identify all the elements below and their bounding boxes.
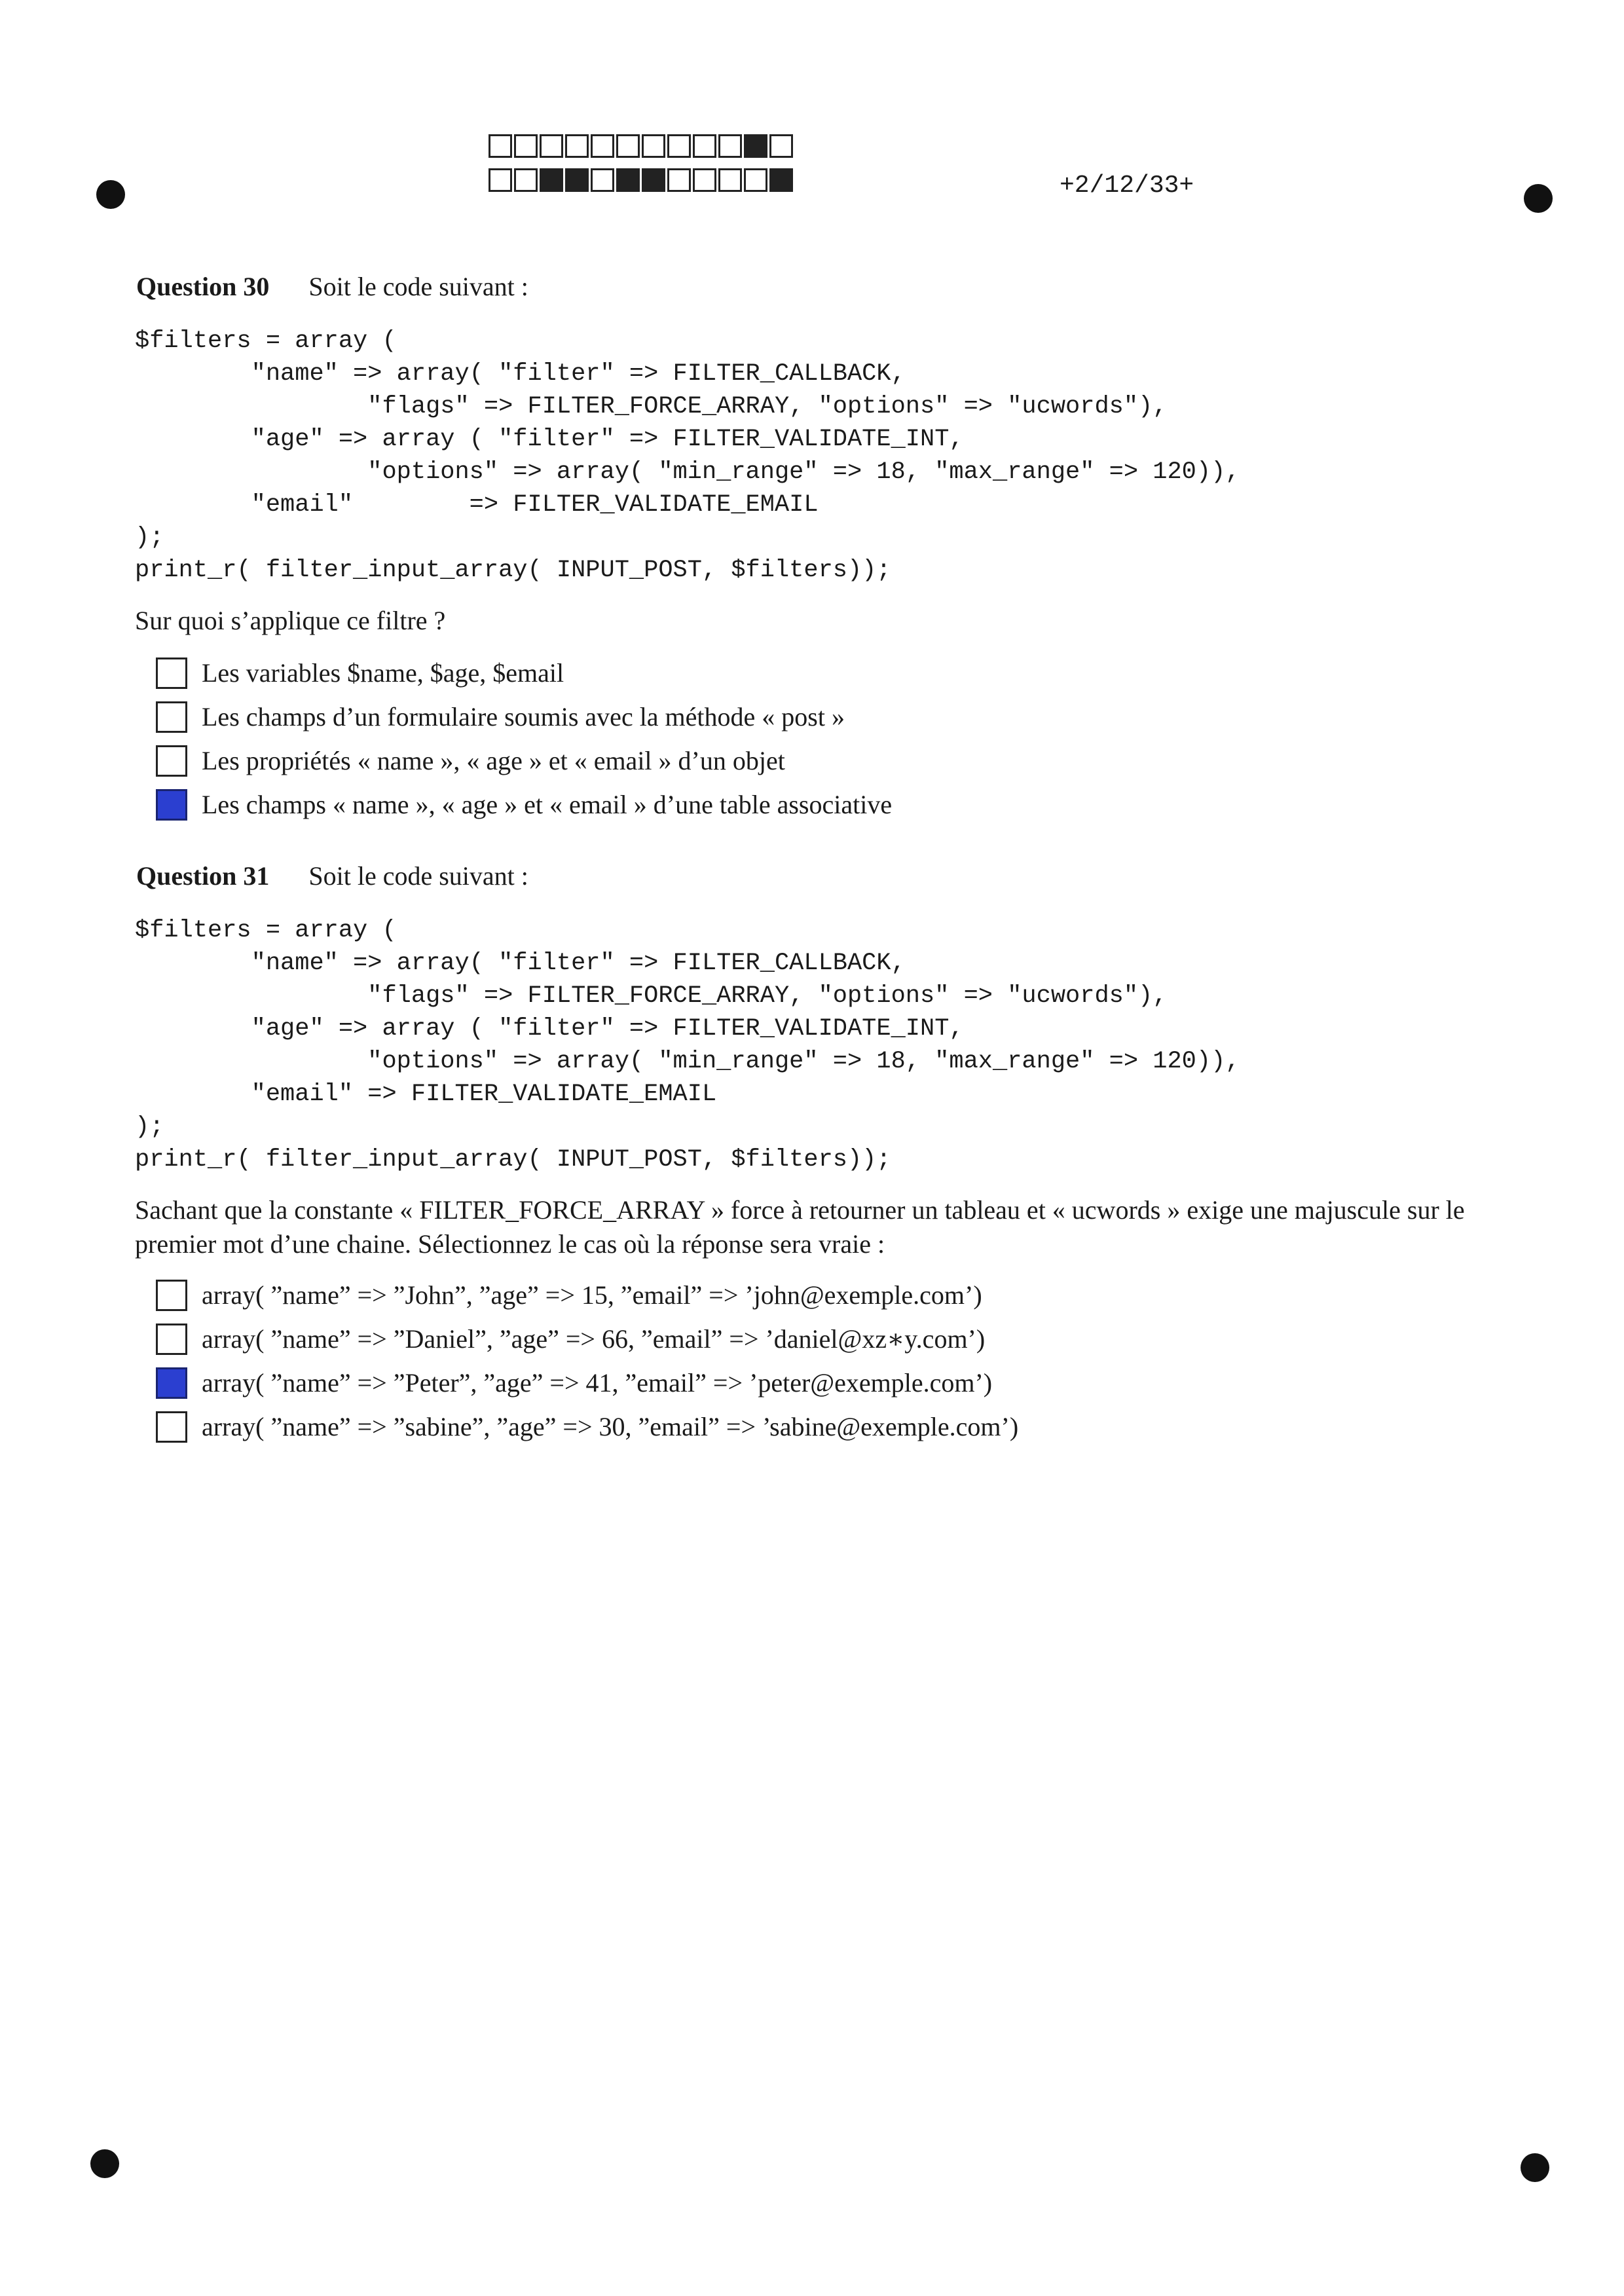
- barcode-row-top: [489, 134, 795, 158]
- answer-option[interactable]: [156, 651, 892, 695]
- barcode-row-bottom: [489, 168, 795, 192]
- answer-checkbox[interactable]: [156, 1324, 187, 1355]
- barcode-cell: [744, 134, 767, 158]
- answer-label: Les variables $name, $age, $email: [202, 658, 564, 688]
- registration-mark-bottom-left: [90, 2149, 119, 2178]
- answer-label: Les champs « name », « age » et « email » d’une table associative: [202, 790, 893, 819]
- barcode-cell: [565, 134, 589, 158]
- question-30-prompt: Sur quoi s’applique ce filtre ?: [135, 606, 446, 635]
- barcode-cell: [769, 168, 793, 192]
- registration-mark-bottom-right: [1521, 2153, 1549, 2182]
- answer-label: array( ”name” => ”John”, ”age” => 15, ”email” => ’john@exemple.com’): [202, 1280, 982, 1310]
- barcode-cell: [693, 134, 716, 158]
- barcode-cell: [667, 134, 691, 158]
- answer-checkbox[interactable]: [156, 657, 187, 689]
- barcode-cell: [540, 134, 563, 158]
- barcode-cell: [489, 168, 512, 192]
- answer-label: array( ”name” => ”Daniel”, ”age” => 66, ”email” => ’daniel@xz∗y.com’): [202, 1324, 986, 1354]
- answer-checkbox[interactable]: [156, 789, 187, 821]
- barcode-cell: [616, 134, 640, 158]
- answer-checkbox[interactable]: [156, 1367, 187, 1399]
- barcode-cell: [616, 168, 640, 192]
- page-id: +2/12/33+: [1060, 172, 1194, 200]
- answer-label: array( ”name” => ”Peter”, ”age” => 41, ”email” => ’peter@exemple.com’): [202, 1368, 993, 1398]
- answer-option[interactable]: [156, 1405, 1018, 1449]
- answer-checkbox[interactable]: [156, 745, 187, 777]
- question-number: Question 30: [136, 272, 270, 301]
- code-block-q30: $filters = array ( "name" => array( "filter" => FILTER_CALLBACK, "flags" => FILTER_FORCE_ARRAY, "options" => "ucwords"), "age" => array ( "filter" => FILTER_VALIDATE_INT, "options" => array( "min_range" => 18, "max_range" => 120)), "email" => FILTER_VALIDATE_EMAIL ); print_r( filter_input_array( INPUT_POST, $filters));: [135, 327, 1240, 584]
- answer-label: array( ”name” => ”sabine”, ”age” => 30, ”email” => ’sabine@exemple.com’): [202, 1412, 1019, 1441]
- registration-mark-top-right: [1524, 184, 1553, 213]
- barcode-cell: [693, 168, 716, 192]
- barcode-cell: [769, 134, 793, 158]
- barcode-cell: [591, 168, 614, 192]
- answer-checkbox[interactable]: [156, 1411, 187, 1443]
- barcode-cell: [591, 134, 614, 158]
- question-31-prompt: Sachant que la constante « FILTER_FORCE_ARRAY » force à retourner un tableau et « ucwords » exige une majuscule sur le premier mot d’une chaine. Sélectionnez le cas où la réponse sera vraie :: [135, 1195, 1465, 1259]
- barcode-cell: [540, 168, 563, 192]
- answer-option[interactable]: [156, 739, 892, 783]
- barcode-cell: [718, 168, 742, 192]
- answer-option[interactable]: [156, 783, 892, 826]
- question-30-title: [136, 271, 528, 302]
- answer-checkbox[interactable]: [156, 701, 187, 733]
- code-block-q31: $filters = array ( "name" => array( "filter" => FILTER_CALLBACK, "flags" => FILTER_FORCE_ARRAY, "options" => "ucwords"), "age" => array ( "filter" => FILTER_VALIDATE_INT, "options" => array( "min_range" => 18, "max_range" => 120)), "email" => FILTER_VALIDATE_EMAIL ); print_r( filter_input_array( INPUT_POST, $filters));: [135, 917, 1240, 1174]
- barcode-cell: [718, 134, 742, 158]
- question-number: Question 31: [136, 861, 270, 891]
- answer-option[interactable]: [156, 1273, 1018, 1317]
- barcode-cell: [744, 168, 767, 192]
- barcode-cell: [514, 134, 538, 158]
- question-31-title: [136, 861, 528, 891]
- answer-list-q31: [156, 1273, 1018, 1449]
- answer-option[interactable]: [156, 1317, 1018, 1361]
- question-intro: Soit le code suivant :: [308, 272, 528, 301]
- answer-checkbox[interactable]: [156, 1280, 187, 1311]
- answer-list-q30: [156, 651, 892, 826]
- answer-option[interactable]: [156, 695, 892, 739]
- answer-label: Les propriétés « name », « age » et « email » d’un objet: [202, 746, 785, 775]
- barcode-cell: [667, 168, 691, 192]
- barcode-cell: [489, 134, 512, 158]
- barcode-cell: [642, 134, 665, 158]
- question-intro: Soit le code suivant :: [308, 861, 528, 891]
- answer-option[interactable]: [156, 1361, 1018, 1405]
- answer-label: Les champs d’un formulaire soumis avec la méthode « post »: [202, 702, 845, 731]
- barcode-cell: [642, 168, 665, 192]
- barcode-cell: [565, 168, 589, 192]
- registration-mark-top-left: [96, 180, 125, 209]
- barcode-cell: [514, 168, 538, 192]
